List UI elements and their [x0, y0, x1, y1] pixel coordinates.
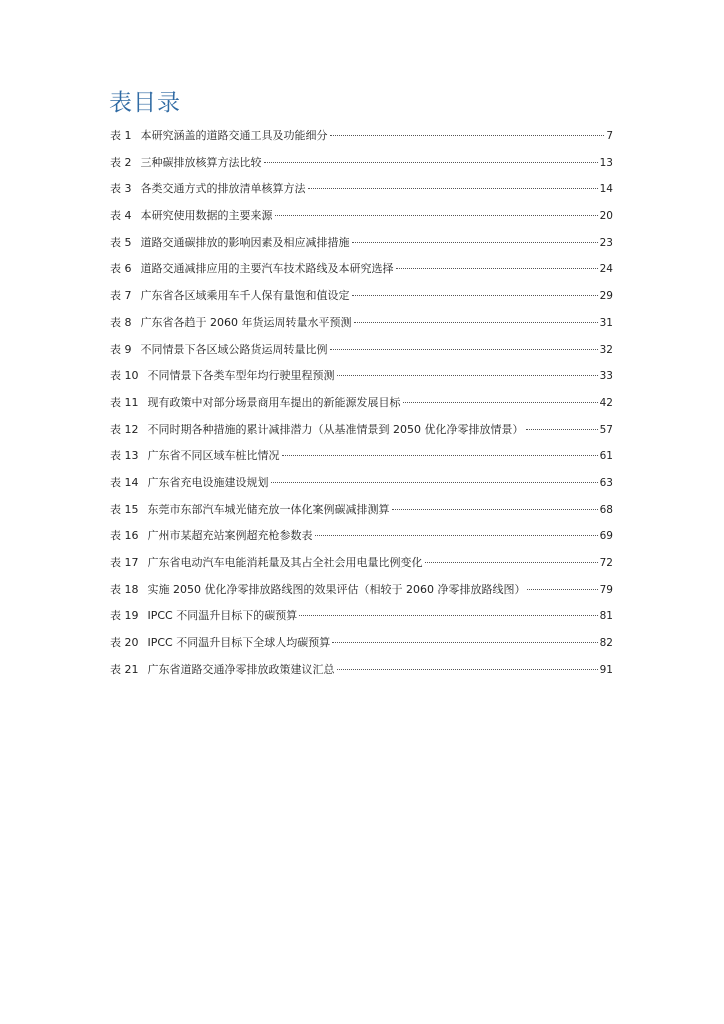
entry-page-number: 7 — [606, 130, 613, 142]
toc-entry-19[interactable] — [110, 608, 613, 635]
entry-page-number: 23 — [599, 236, 613, 249]
dot-leader — [392, 509, 598, 510]
dot-leader — [264, 162, 598, 163]
toc-entry-6[interactable] — [110, 261, 613, 288]
entry-number: 表 1 — [110, 129, 132, 142]
toc-entry-8[interactable] — [110, 315, 613, 342]
entry-title: 道路交通碳排放的影响因素及相应减排措施 — [140, 235, 350, 249]
entry-number: 表 6 — [110, 262, 132, 276]
entry-page-number: 33 — [599, 370, 613, 383]
entry-page-number: 14 — [599, 183, 613, 196]
entry-number: 表 4 — [110, 209, 132, 223]
dot-leader — [315, 535, 598, 536]
dot-leader — [308, 188, 598, 189]
dot-leader — [526, 429, 598, 430]
toc-entry-12[interactable] — [110, 422, 613, 449]
entry-number: 表 8 — [110, 315, 132, 329]
toc-entry-14[interactable] — [110, 475, 613, 502]
entry-page-number: 69 — [599, 530, 613, 543]
entry-number: 表 20 — [110, 636, 139, 650]
entry-page-number: 29 — [599, 290, 613, 303]
entry-page-number: 82 — [599, 637, 613, 650]
entry-title: 不同时期各种措施的累计减排潜力（从基准情景到 2050 优化净零排放情景） — [147, 422, 524, 436]
entry-page-number: 24 — [599, 263, 613, 276]
entry-page-number: 57 — [599, 423, 613, 436]
entry-title: 不同情景下各区域公路货运周转量比例 — [140, 342, 328, 356]
entry-number: 表 16 — [110, 529, 139, 543]
entry-title: 不同情景下各类车型年均行驶里程预测 — [147, 369, 335, 383]
toc-entry-2[interactable] — [110, 155, 613, 182]
entry-title: 广东省各趋于 2060 年货运周转量水平预测 — [140, 315, 352, 329]
entry-number: 表 14 — [110, 475, 139, 489]
toc-entry-18[interactable] — [110, 582, 613, 609]
entry-number: 表 17 — [110, 556, 139, 569]
entry-number: 表 5 — [110, 235, 132, 249]
toc-entry-3[interactable] — [110, 181, 613, 208]
entry-number: 表 3 — [110, 182, 132, 196]
dot-leader — [352, 295, 598, 296]
toc-entry-15[interactable] — [110, 502, 613, 529]
entry-title: 三种碳排放核算方法比较 — [140, 155, 262, 169]
toc-entry-7[interactable] — [110, 288, 613, 315]
table-of-contents — [110, 128, 613, 688]
dot-leader — [337, 375, 598, 376]
entry-title: 东莞市东部汽车城光储充放一体化案例碳减排测算 — [147, 502, 390, 516]
entry-number: 表 21 — [110, 662, 139, 676]
dot-leader — [299, 615, 597, 616]
entry-title: 广东省道路交通净零排放政策建议汇总 — [147, 662, 335, 676]
toc-entry-17[interactable] — [110, 555, 613, 582]
entry-number: 表 9 — [110, 342, 132, 356]
entry-number: 表 11 — [110, 395, 139, 409]
toc-entry-4[interactable] — [110, 208, 613, 235]
entry-number: 表 13 — [110, 449, 139, 463]
toc-entry-9[interactable] — [110, 342, 613, 369]
entry-title: 广东省各区域乘用车千人保有量饱和值设定 — [140, 289, 350, 303]
dot-leader — [332, 642, 597, 643]
toc-entry-10[interactable] — [110, 368, 613, 395]
toc-entry-11[interactable] — [110, 395, 613, 422]
entry-page-number: 42 — [599, 396, 613, 409]
dot-leader — [282, 455, 598, 456]
entry-page-number: 20 — [599, 210, 613, 223]
dot-leader — [352, 242, 598, 243]
toc-entry-1[interactable] — [110, 128, 613, 155]
dot-leader — [330, 349, 598, 350]
entry-number: 表 15 — [110, 502, 139, 516]
dot-leader — [396, 268, 598, 269]
toc-entry-5[interactable] — [110, 235, 613, 262]
entry-number: 表 10 — [110, 369, 139, 383]
entry-title: 各类交通方式的排放清单核算方法 — [140, 182, 306, 196]
entry-number: 表 7 — [110, 289, 132, 303]
entry-number: 表 19 — [110, 609, 139, 623]
dot-leader — [403, 402, 598, 403]
entry-title: 本研究使用数据的主要来源 — [140, 209, 273, 223]
entry-title: 道路交通减排应用的主要汽车技术路线及本研究选择 — [140, 262, 394, 276]
entry-number: 表 2 — [110, 155, 132, 169]
entry-title: 现有政策中对部分场景商用车提出的新能源发展目标 — [147, 395, 401, 409]
entry-title: IPCC 不同温升目标下全球人均碳预算 — [147, 636, 331, 650]
entry-title: 广东省充电设施建设规划 — [147, 475, 269, 489]
entry-page-number: 68 — [599, 503, 613, 516]
entry-title: 实施 2050 优化净零排放路线图的效果评估（相较于 2060 净零排放路线图） — [147, 582, 526, 596]
dot-leader — [330, 135, 605, 136]
dot-leader — [527, 589, 597, 590]
dot-leader — [337, 669, 598, 670]
entry-page-number: 13 — [599, 156, 613, 169]
entry-number: 表 18 — [110, 582, 139, 596]
entry-title: 本研究涵盖的道路交通工具及功能细分 — [140, 129, 328, 142]
toc-entry-21[interactable] — [110, 662, 613, 689]
dot-leader — [275, 215, 598, 216]
entry-page-number: 63 — [599, 476, 613, 489]
toc-entry-20[interactable] — [110, 635, 613, 662]
entry-page-number: 72 — [599, 557, 613, 569]
entry-page-number: 31 — [599, 316, 613, 329]
entry-page-number: 81 — [599, 610, 613, 623]
entry-page-number: 32 — [599, 343, 613, 356]
entry-page-number: 91 — [599, 663, 613, 676]
entry-title: 广东省电动汽车电能消耗量及其占全社会用电量比例变化 — [147, 556, 423, 569]
entry-title: 广州市某超充站案例超充枪参数表 — [147, 529, 313, 543]
entry-title: 广东省不同区域车桩比情况 — [147, 449, 280, 463]
entry-number: 表 12 — [110, 422, 139, 436]
entry-title: IPCC 不同温升目标下的碳预算 — [147, 609, 298, 623]
entry-page-number: 79 — [599, 583, 613, 596]
entry-page-number: 61 — [599, 450, 613, 463]
dot-leader — [354, 322, 598, 323]
dot-leader — [425, 562, 598, 563]
toc-entry-16[interactable] — [110, 528, 613, 555]
page-title: 表目录 — [109, 90, 181, 116]
toc-entry-13[interactable] — [110, 448, 613, 475]
dot-leader — [271, 482, 598, 483]
